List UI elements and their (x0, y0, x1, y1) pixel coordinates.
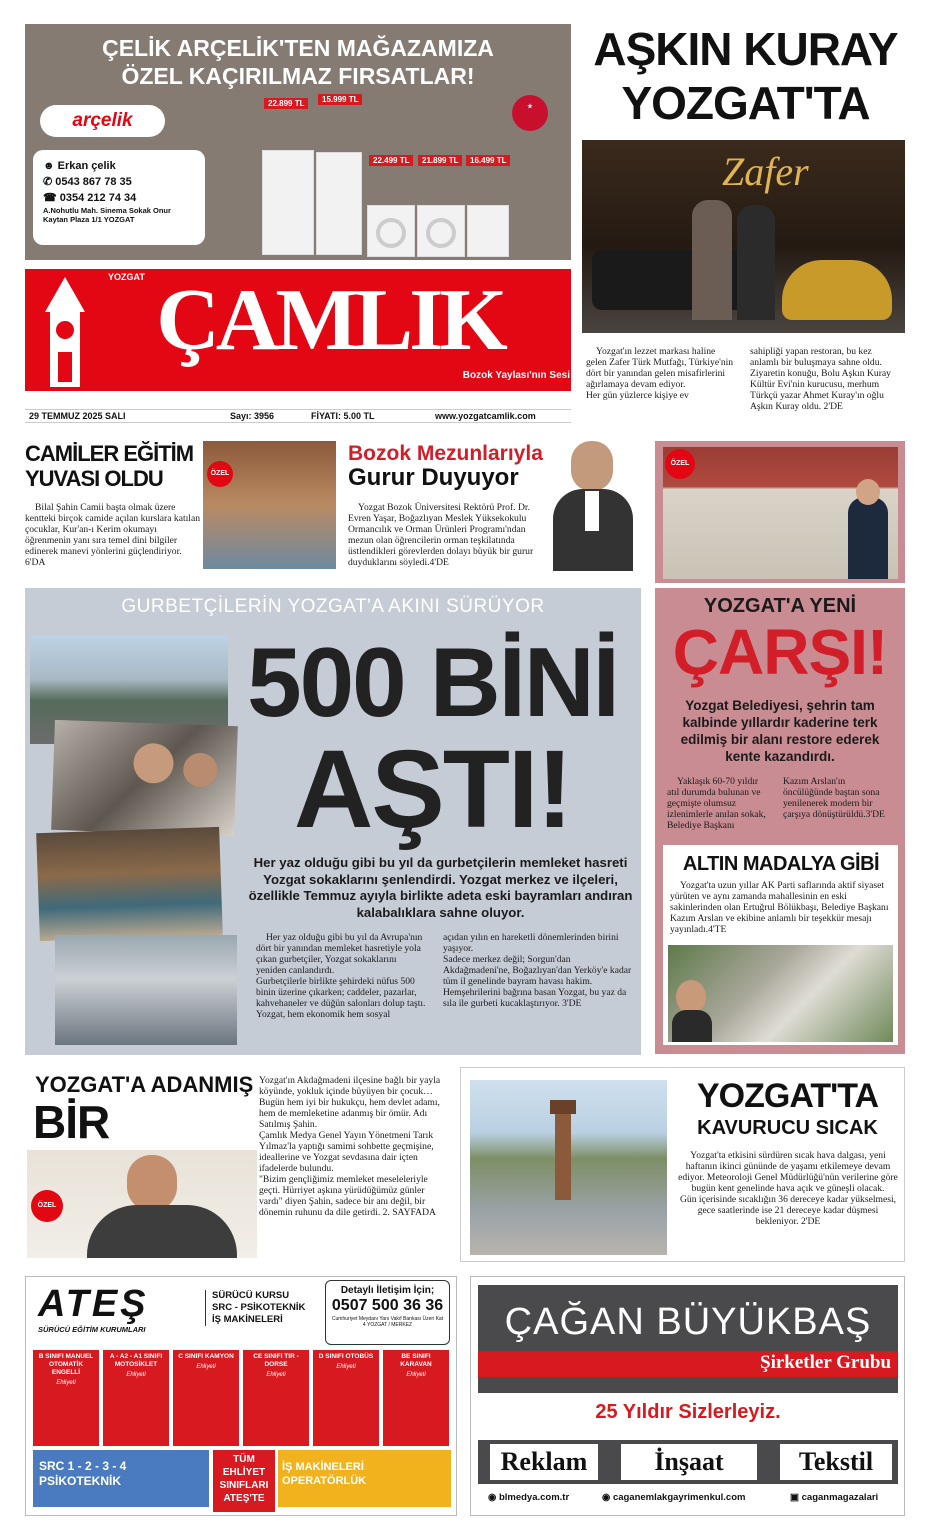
contact-label: Detaylı İletişim İçin; (340, 1285, 435, 1296)
link-blmedya[interactable] (488, 1492, 569, 1503)
main-headline (230, 627, 635, 851)
exclusive-badge: ÖZEL (207, 461, 233, 487)
camiler-headline-2: YUVASI OLDU (25, 466, 163, 491)
price-tag: 15.999 TL (318, 94, 362, 105)
license-card-sub: Ehliyeti (336, 1364, 356, 1370)
altin-body: Yozgat'ta uzun yıllar AK Parti saflarında aktif siyaset yürüten ve aynı zamanda mahallesinin en eski sakinlerinden olan Ertuğrul Bölükbaşı, Belediye Başkanı Kazım Arslan ve ekibine anlamlı bir teşekkür mesajı yayınladı.4'TE (670, 880, 889, 935)
phone-1: ✆ 0543 867 78 35 (43, 176, 132, 188)
license-card-sub: Ehliyeti (126, 1372, 146, 1378)
askin-photo (582, 140, 905, 333)
license-card (243, 1350, 309, 1446)
camiler-photo (203, 441, 336, 569)
person-shape (692, 200, 732, 320)
ad-headline-line-1: ÇELİK ARÇELİK'TEN MAĞAZAMIZA (102, 35, 494, 61)
globe-icon: ◉ (602, 1492, 613, 1503)
is-makineleri-banner: İŞ MAKİNELERİ OPERATÖRLÜK (278, 1450, 451, 1507)
link-text: caganmagazalari (801, 1492, 879, 1503)
price-tag: 21.899 TL (418, 155, 462, 166)
link-text: caganemlakgayrimenkul.com (612, 1492, 746, 1503)
carsi-lead: Yozgat Belediyesi, şehrin tam kalbinde yıllardır kaderine terk edilmiş bir alanı restore ederek kente kazandırdı. (680, 698, 880, 764)
sicak-headline-1: YOZGAT'TA (696, 1077, 879, 1115)
license-classes (33, 1350, 451, 1446)
license-card (383, 1350, 449, 1446)
dateline (25, 409, 571, 423)
contact-name: ☻ Erkan çelik (43, 160, 116, 172)
service-reklam: Reklam (490, 1444, 598, 1480)
newspaper-title: ÇAMLIK (156, 272, 504, 369)
ad-address: A.Nohutlu Mah. Sinema Sokak Onur Kaytan Plaza 1/1 YOZGAT (43, 206, 171, 224)
askin-body-col-2: sahipliği yapan restoran, bu kez anlamlı bir buluşmaya sahne oldu. Ziyaretin konuğu, Bolu Aşkın Kuray Kültür Evi'nin kurucusu, merhum Türkçü yazar Ahmet Kuray'ın oğlu Aşkın Kuray oldu. 2'DE (750, 346, 891, 412)
ad-headline-line-2: ÖZEL KAÇIRILMAZ FIRSATLAR! (121, 63, 475, 89)
ates-address: Cumhuriyet Meydanı Yanı Vakıf Bankası Üzeri Kat 4 YOZGAT / MERKEZ (331, 1316, 444, 1328)
askin-headline-1: AŞKIN KURAY (593, 23, 898, 75)
ates-phone[interactable]: 0507 500 36 36 (331, 1297, 444, 1314)
main-lead: Her yaz olduğu gibi bu yıl da gurbetçilerin memleket hasreti Yozgat sokaklarını şenlendirdi. Yozgat merkez ve ilçeleri, özellikle Temmuz ayıyla birlikte adeta eski bayramları andıran kalabalıklara sahne oluyor. (248, 855, 633, 920)
price-tag: 22.499 TL (369, 155, 413, 166)
crowd-photo (55, 935, 237, 1045)
license-card-label: A - A2 - A1 SINIFI MOTOSİKLET (109, 1353, 163, 1368)
website-link[interactable]: www.yozgatcamlik.com (435, 411, 536, 421)
carsi-body-col-1: Yaklaşık 60-70 yıldır atıl durumda bulunan ve geçmişte olumsuz izlenimlerle anılan sokak, Belediye Başkanı (667, 776, 766, 831)
cagan-title: ÇAĞAN BÜYÜKBAŞ (504, 1301, 872, 1343)
cagan-sub: Şirketler Grubu (760, 1352, 892, 1373)
masthead-city: YOZGAT (108, 272, 145, 282)
ates-logo: ATEŞ (38, 1283, 149, 1325)
arcelik-logo (40, 105, 165, 137)
dishwasher (467, 205, 509, 257)
washer-2 (417, 205, 465, 257)
exclusive-badge: ÖZEL (31, 1190, 63, 1222)
src-banner: SRC 1 - 2 - 3 - 4 PSİKOTEKNİK (33, 1450, 209, 1507)
phone-2: ☎ 0354 212 74 34 (43, 192, 137, 204)
car-family-photo (51, 720, 238, 836)
askin-headline (583, 22, 908, 130)
license-card (103, 1350, 169, 1446)
contact-name-text: Erkan çelik (57, 160, 116, 172)
askin-body-col-1: Yozgat'ın lezzet markası haline gelen Zafer Türk Mutfağı, Türkiye'nin dört bir yanından gelen misafirlerini ağırlamaya devam ediyor. Her gün yüzlerce kişiye ev (586, 346, 734, 401)
aerial-photo (668, 945, 893, 1042)
badge-icon: ★ (527, 104, 533, 110)
campaign-badge (512, 95, 548, 131)
license-card-label: D SINIFI OTOBÜS (318, 1353, 374, 1360)
omur-body: Yozgat'ın Akdağmadeni ilçesine bağlı bir yayla köyünde, yokluk içinde büyüyen bir çocuk… Bugün hem iyi bir hukukçu, hem devlet adamı, hem de memleketine adanmış bir ömür. Adı Satılmış Şahin. Çamlık Medya Genel Yayın Yönetmeni Tarık Yılmaz'la yaptığı samimi sohbette geçmişine, ideallerine ve Yozgat sevdasına dair içten ifadelerde bulundu. "Bizim gençliğimiz memleket meseleleriyle geçti. Hürriyet aşkına yürüdüğümüz günler vardı" diyen Şahin, sadece bir anı değil, bir dönemin ruhunu da dile getirdi. 2. SAYFADA (259, 1075, 441, 1218)
exclusive-badge: ÖZEL (665, 449, 695, 479)
fridge-1 (262, 150, 314, 255)
cagan-slogan: 25 Yıldır Sizlerleyiz. (595, 1401, 781, 1423)
main-headline-2: AŞTI! (293, 728, 572, 851)
sahin-photo (27, 1150, 257, 1258)
bozok-headline (348, 442, 558, 490)
service-tekstil: Tekstil (780, 1444, 892, 1480)
ates-contact (325, 1280, 450, 1345)
carsi-headline-1: YOZGAT'A YENİ (703, 595, 857, 617)
license-card-label: B SINIFI MANUEL OTOMATİK ENGELLİ (38, 1353, 94, 1376)
clock-tower-icon (30, 272, 100, 390)
bozok-headline-1: Bozok Mezunlarıyla (348, 442, 543, 465)
camiler-headline (25, 441, 205, 491)
omur-headline-2: BİR (33, 1096, 110, 1148)
rector-photo (543, 441, 643, 571)
link-emlak[interactable] (602, 1492, 745, 1503)
ates-logo-sub: SÜRÜCÜ EĞİTİM KURUMLARI (38, 1325, 146, 1334)
phone-2-text: 0354 212 74 34 (59, 192, 137, 204)
issue-price: FİYATI: 5.00 TL (311, 411, 375, 421)
license-card-sub: Ehliyeti (406, 1372, 426, 1378)
carsi-photo (663, 447, 898, 579)
carsi-body-col-2: Kazım Arslan'ın öncülüğünde baştan sona yenilenerek modern bir çarşıya dönüştürüldü.3'DE (783, 776, 885, 820)
issue-number: Sayı: 3956 (230, 411, 275, 421)
ates-services: SÜRÜCÜ KURSU SRC - PSİKOTEKNİK İŞ MAKİNELERİ (205, 1290, 320, 1326)
bozok-headline-2: Gurur Duyuyor (348, 464, 519, 491)
tum-ehliyet-banner: TÜM EHLİYET SINIFLARI ATEŞ'TE (213, 1450, 275, 1512)
omur-headline-1: YOZGAT'A ADANMIŞ (35, 1072, 254, 1097)
license-card-label: BE SINIFI KARAVAN (400, 1353, 432, 1368)
main-headline-1: 500 BİNİ (247, 627, 618, 737)
fridge-2 (316, 152, 362, 255)
city-street-photo (470, 1080, 667, 1255)
washer-1 (367, 205, 415, 257)
ad-contact-box (33, 150, 205, 245)
instagram-icon: ▣ (790, 1492, 802, 1503)
person-shape (737, 205, 775, 320)
license-card-label: CE SINIFI TIR - DORSE (253, 1353, 299, 1368)
car-shape (782, 260, 892, 320)
license-card-sub: Ehliyeti (266, 1372, 286, 1378)
license-card (173, 1350, 239, 1446)
camiler-headline-1: CAMİLER EĞİTİM (25, 441, 194, 466)
license-card (313, 1350, 379, 1446)
altin-headline: ALTIN MADALYA GİBİ (682, 853, 880, 875)
restaurant-sign: Zafer (722, 149, 809, 194)
sicak-headline-2: KAVURUCU SICAK (697, 1117, 878, 1139)
brand-name: arçelik (72, 110, 133, 131)
globe-icon: ◉ (488, 1492, 499, 1503)
sicak-body: Yozgat'ta etkisini sürdüren sıcak hava dalgası, yeni haftanın ikinci gününde de yaşamı etkilemeye devam ediyor. Meteoroloji Genel Müdürlüğü'nün verilerine göre bugün kent genelinde hava açık ve güneşli olacak. Gün içerisinde sıcaklığın 36 dereceye kadar yükselmesi, gece saatlerinde ise 21 dereceye kadar düşmesi bekleniyor. 2'DE (678, 1150, 898, 1227)
price-tag: 16.499 TL (466, 155, 510, 166)
main-body-col-2: açıdan yılın en hareketli dönemlerinden birini yaşıyor. Sadece merkez değil; Sorgun'dan Akdağmadeni'ne, Boğazlıyan'dan Yerköy'e kadar tüm il genelinde bayram havası hakim. Hemşehrilerini bağrına basan Yozgat, bu yaz da sıla ile gurbeti kucaklaştırıyor. 3'DE (443, 932, 632, 1009)
link-instagram[interactable] (790, 1492, 878, 1503)
issue-date: 29 TEMMUZ 2025 SALI (29, 411, 126, 421)
license-card-sub: Ehliyeti (56, 1380, 76, 1386)
market-photo (36, 827, 223, 941)
license-card-label: C SINIFI KAMYON (178, 1353, 234, 1360)
carsi-headline-2: ÇARŞI! (672, 616, 888, 688)
askin-headline-2: YOZGAT'TA (621, 77, 870, 129)
camiler-body: Bilal Şahin Camii başta olmak üzere kentteki birçok camide açılan kurslara katılan çocuklar, Kur'an-ı Kerim okumayı öğrenmenin yanı sıra temel dini bilgiler edinerek manevi yönlerini güçlendiriyor. 6'DA (25, 502, 201, 568)
license-card-sub: Ehliyeti (196, 1364, 216, 1370)
bozok-body: Yozgat Bozok Üniversitesi Rektörü Prof. Dr. Evren Yaşar, Boğazlıyan Meslek Yüksekokulu Ormancılık ve Orman Ürünleri Programı'ndan mezun olan öğrencilerin orman teşkilatında üstlendikleri görevlerden dolayı büyük bir gurur duyduklarını söyledi.4'DE (348, 502, 534, 568)
masthead-slogan: Bozok Yaylası'nın Sesi (462, 370, 570, 381)
main-body-col-1: Her yaz olduğu gibi bu yıl da Avrupa'nın dört bir yanından memleket hasretiyle yola çıkan gurbetçiler, Yozgat sokaklarını yeniden canlandırdı. Gurbetçilerle birlikte şehirdeki nüfus 500 binin üzerine çıkarken; caddeler, pazarlar, kahvehaneler ve düğün salonları dolup taştı. Yozgat, hem ekonomik hem sosyal (256, 932, 426, 1020)
link-text: blmedya.com.tr (498, 1492, 570, 1503)
service-insaat: İnşaat (621, 1444, 757, 1480)
main-kicker: GURBETÇİLERİN YOZGAT'A AKINI SÜRÜYOR (121, 596, 545, 617)
license-card (33, 1350, 99, 1446)
ad-headline (25, 34, 571, 90)
phone-1-text: 0543 867 78 35 (55, 176, 132, 188)
price-tag: 22.899 TL (264, 98, 308, 109)
